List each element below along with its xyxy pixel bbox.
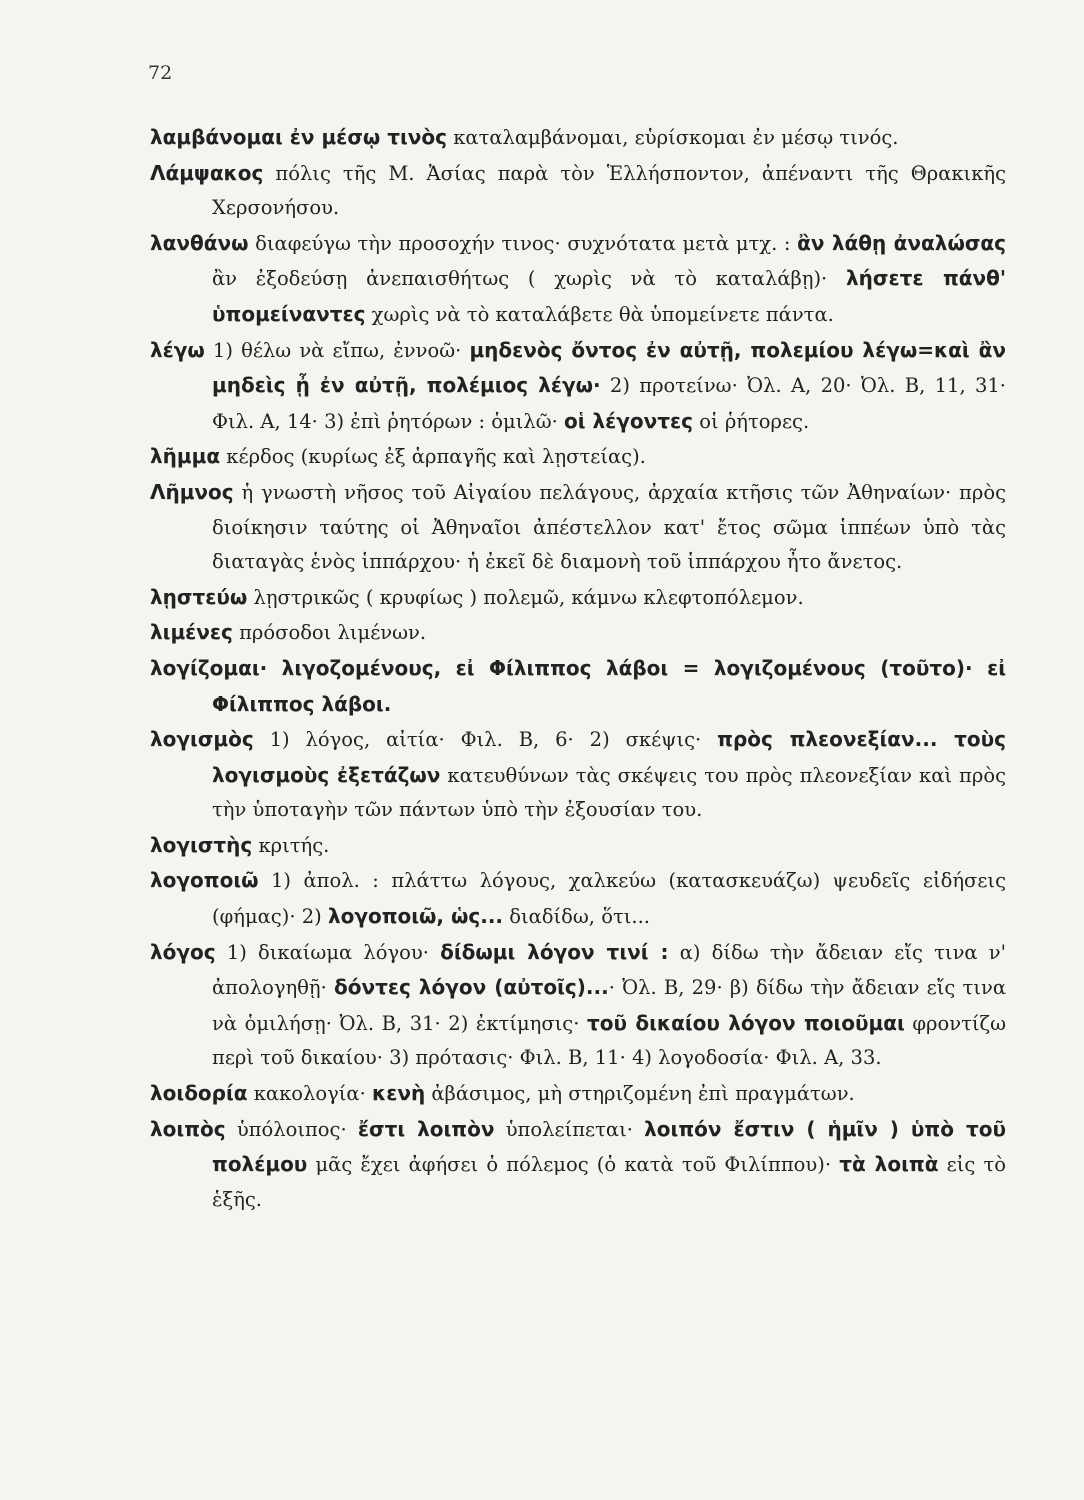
dictionary-entry (150, 1112, 1006, 1218)
definition-text: 2) προτείνω· Ὀλ. Α, 20· Ὀλ. Β, 11, 31· Φιλ. Α, 14· 3) ἐπὶ ῥητόρων : ὁμιλῶ· (212, 374, 1006, 433)
definition-text: 1) θέλω νὰ εἴπω, ἐννοῶ· (204, 338, 470, 362)
headword: τὰ λοιπὰ (839, 1152, 939, 1177)
headword: μηδενὸς ὄντος ἐν αὐτῇ, πολεμίου λέγω=καὶ ἂν μηδεὶς ᾖ ἐν αὐτῇ, πολέμιος λέγω· (212, 337, 1006, 398)
definition-text: ὑπολείπεται· (494, 1117, 645, 1141)
definition-text: 1) ἀπολ. : πλάττω λόγους, χαλκεύω (κατασκευάζω) ψευδεῖς εἰδήσεις (φήμας)· 2) (212, 869, 1006, 929)
headword: λογιστὴς (150, 832, 253, 857)
definition-text: κακολογία· (247, 1082, 372, 1106)
headword: δόντες λόγον (αὐτοῖς)... (334, 975, 609, 1000)
headword: λῆμμα (150, 444, 221, 469)
headword: Λῆμνος (150, 479, 234, 504)
definition-text: φροντίζω περὶ τοῦ δικαίου· 3) πρότασις· Φιλ. Β, 11· 4) λογοδοσία· Φιλ. Α, 33. (212, 1011, 1006, 1070)
headword: λανθάνω (150, 230, 249, 255)
headword: λογισμὸς (150, 727, 254, 752)
definition-text: εἰς τὸ ἑξῆς. (212, 1153, 1006, 1211)
headword: λογίζομαι· λιγοζομένους, εἰ Φίλιππος λάβοι = λογιζομένους (τοῦτο)· εἰ Φίλιππος λάβοι. (150, 655, 1006, 716)
dictionary-entry (150, 156, 1006, 226)
headword: ἔστι λοιπὸν (357, 1116, 495, 1141)
definition-text: · Ὀλ. Β, 29· β) δίδω τὴν ἄδειαν εἴς τινα νὰ ὁμιλήσῃ· Ὀλ. Β, 31· 2) ἐκτίμησις· (212, 976, 1007, 1035)
headword: λιμένες (150, 620, 233, 645)
headword: δίδωμι λόγον τινί : (440, 939, 669, 964)
dictionary-entry (150, 615, 1006, 651)
definition-text: χωρὶς νὰ τὸ καταλάβετε θὰ ὑπομείνετε πάντα. (365, 302, 834, 326)
dictionary-entry (150, 828, 1006, 864)
definition-text: ἀβάσιμος, μὴ στηριζομένη ἐπὶ πραγμάτων. (425, 1082, 855, 1106)
dictionary-entry (150, 333, 1006, 440)
dictionary-entry (150, 120, 1006, 156)
headword: τοῦ δικαίου λόγον ποιοῦμαι (587, 1010, 905, 1035)
headword: λόγος (150, 939, 216, 964)
headword: ἂν λάθῃ ἀναλώσας (797, 230, 1006, 255)
definition-text: ἂν ἐξοδεύσῃ ἀνεπαισθήτως ( χωρὶς νὰ τὸ καταλάβῃ)· (212, 267, 846, 291)
definition-text: κατευθύνων τὰς σκέψεις του πρὸς πλεονεξίαν καὶ πρὸς τὴν ὑποταγὴν τῶν πάντων ὑπὸ τὴν ἐξουσίαν του. (212, 763, 1006, 822)
headword: λῃστεύω (150, 584, 248, 609)
definition-text: 1) δικαίωμα λόγου· (215, 940, 441, 964)
definition-text: καταλαμβάνομαι, εὑρίσκομαι ἐν μέσῳ τινός. (447, 126, 899, 149)
headword: λήσετε πάνθ' ὑπομείναντες (212, 266, 1006, 326)
definition-text: μᾶς ἔχει ἀφήσει ὁ πόλεμος (ὁ κατὰ τοῦ Φιλίππου)· (307, 1153, 840, 1177)
dictionary-entry (150, 722, 1006, 828)
headword: λαμβάνομαι ἐν μέσῳ τινὸς (150, 125, 448, 149)
headword: λοιδορία (150, 1081, 248, 1106)
headword: κενὴ (371, 1081, 426, 1106)
definition-text: ἡ γνωστὴ νῆσος τοῦ Αἰγαίου πελάγους, ἀρχαία κτῆσις τῶν Ἀθηναίων· πρὸς διοίκησιν ταύτης οἱ Ἀθηναῖοι ἀπέστελλον κατ' ἔτος σῶμα ἱππέων ὑπὸ τὰς διαταγὰς ἑνὸς ἱππάρχου· ἡ ἐκεῖ δὲ διαμονὴ τοῦ ἱππάρχου ἦτο ἄνετος. (212, 480, 1006, 574)
headword: λογοποιῶ, ὡς... (327, 904, 504, 929)
definition-text: διαφεύγω τὴν προσοχήν τινος· συχνότατα μετὰ μτχ. : (248, 231, 798, 255)
definition-text: κριτής. (252, 833, 330, 857)
headword: λοιπὸς (150, 1116, 226, 1141)
headword: Λάμψακος (150, 160, 264, 185)
dictionary-entry (150, 439, 1006, 475)
dictionary-entry (150, 651, 1006, 722)
definition-text: α) δίδω τὴν ἄδειαν εἴς τινα ν' ἀπολογηθῇ· (212, 940, 1006, 1000)
headword: λέγω (150, 337, 205, 362)
definition-text: 1) λόγος, αἰτία· Φιλ. Β, 6· 2) σκέψις· (253, 728, 718, 752)
definition-text: οἱ ῥήτορες. (693, 409, 810, 433)
dictionary-entry (150, 1076, 1006, 1112)
definition-text: πόλις τῆς Μ. Ἀσίας παρὰ τὸν Ἑλλήσποντον, ἀπέναντι τῆς Θρακικῆς Χερσονήσου. (212, 161, 1006, 220)
definition-text: πρόσοδοι λιμένων. (232, 621, 427, 645)
headword: λοιπόν ἔστιν ( ἡμῖν ) ὑπὸ τοῦ πολέμου (212, 1116, 1006, 1177)
definition-text: κέρδος (κυρίως ἐξ ἁρπαγῆς καὶ λῃστείας). (220, 445, 646, 469)
dictionary-entry (150, 475, 1006, 580)
dictionary-entry (150, 935, 1006, 1076)
headword: πρὸς πλεονεξίαν... τοὺς λογισμοὺς ἐξετάζων (212, 727, 1006, 787)
dictionary-entries (150, 120, 1006, 1217)
dictionary-entry (150, 580, 1006, 616)
headword: λογοποιῶ (150, 868, 259, 893)
definition-text: λῃστρικῶς ( κρυφίως ) πολεμῶ, κάμνω κλεφτοπόλεμον. (247, 585, 804, 609)
page-number: 72 (148, 62, 173, 84)
definition-text: ὑπόλοιπος· (225, 1117, 358, 1141)
dictionary-entry (150, 863, 1006, 934)
definition-text: διαδίδω, ὅτι... (503, 905, 650, 929)
dictionary-entry (150, 226, 1006, 333)
headword: οἱ λέγοντες (564, 408, 694, 433)
